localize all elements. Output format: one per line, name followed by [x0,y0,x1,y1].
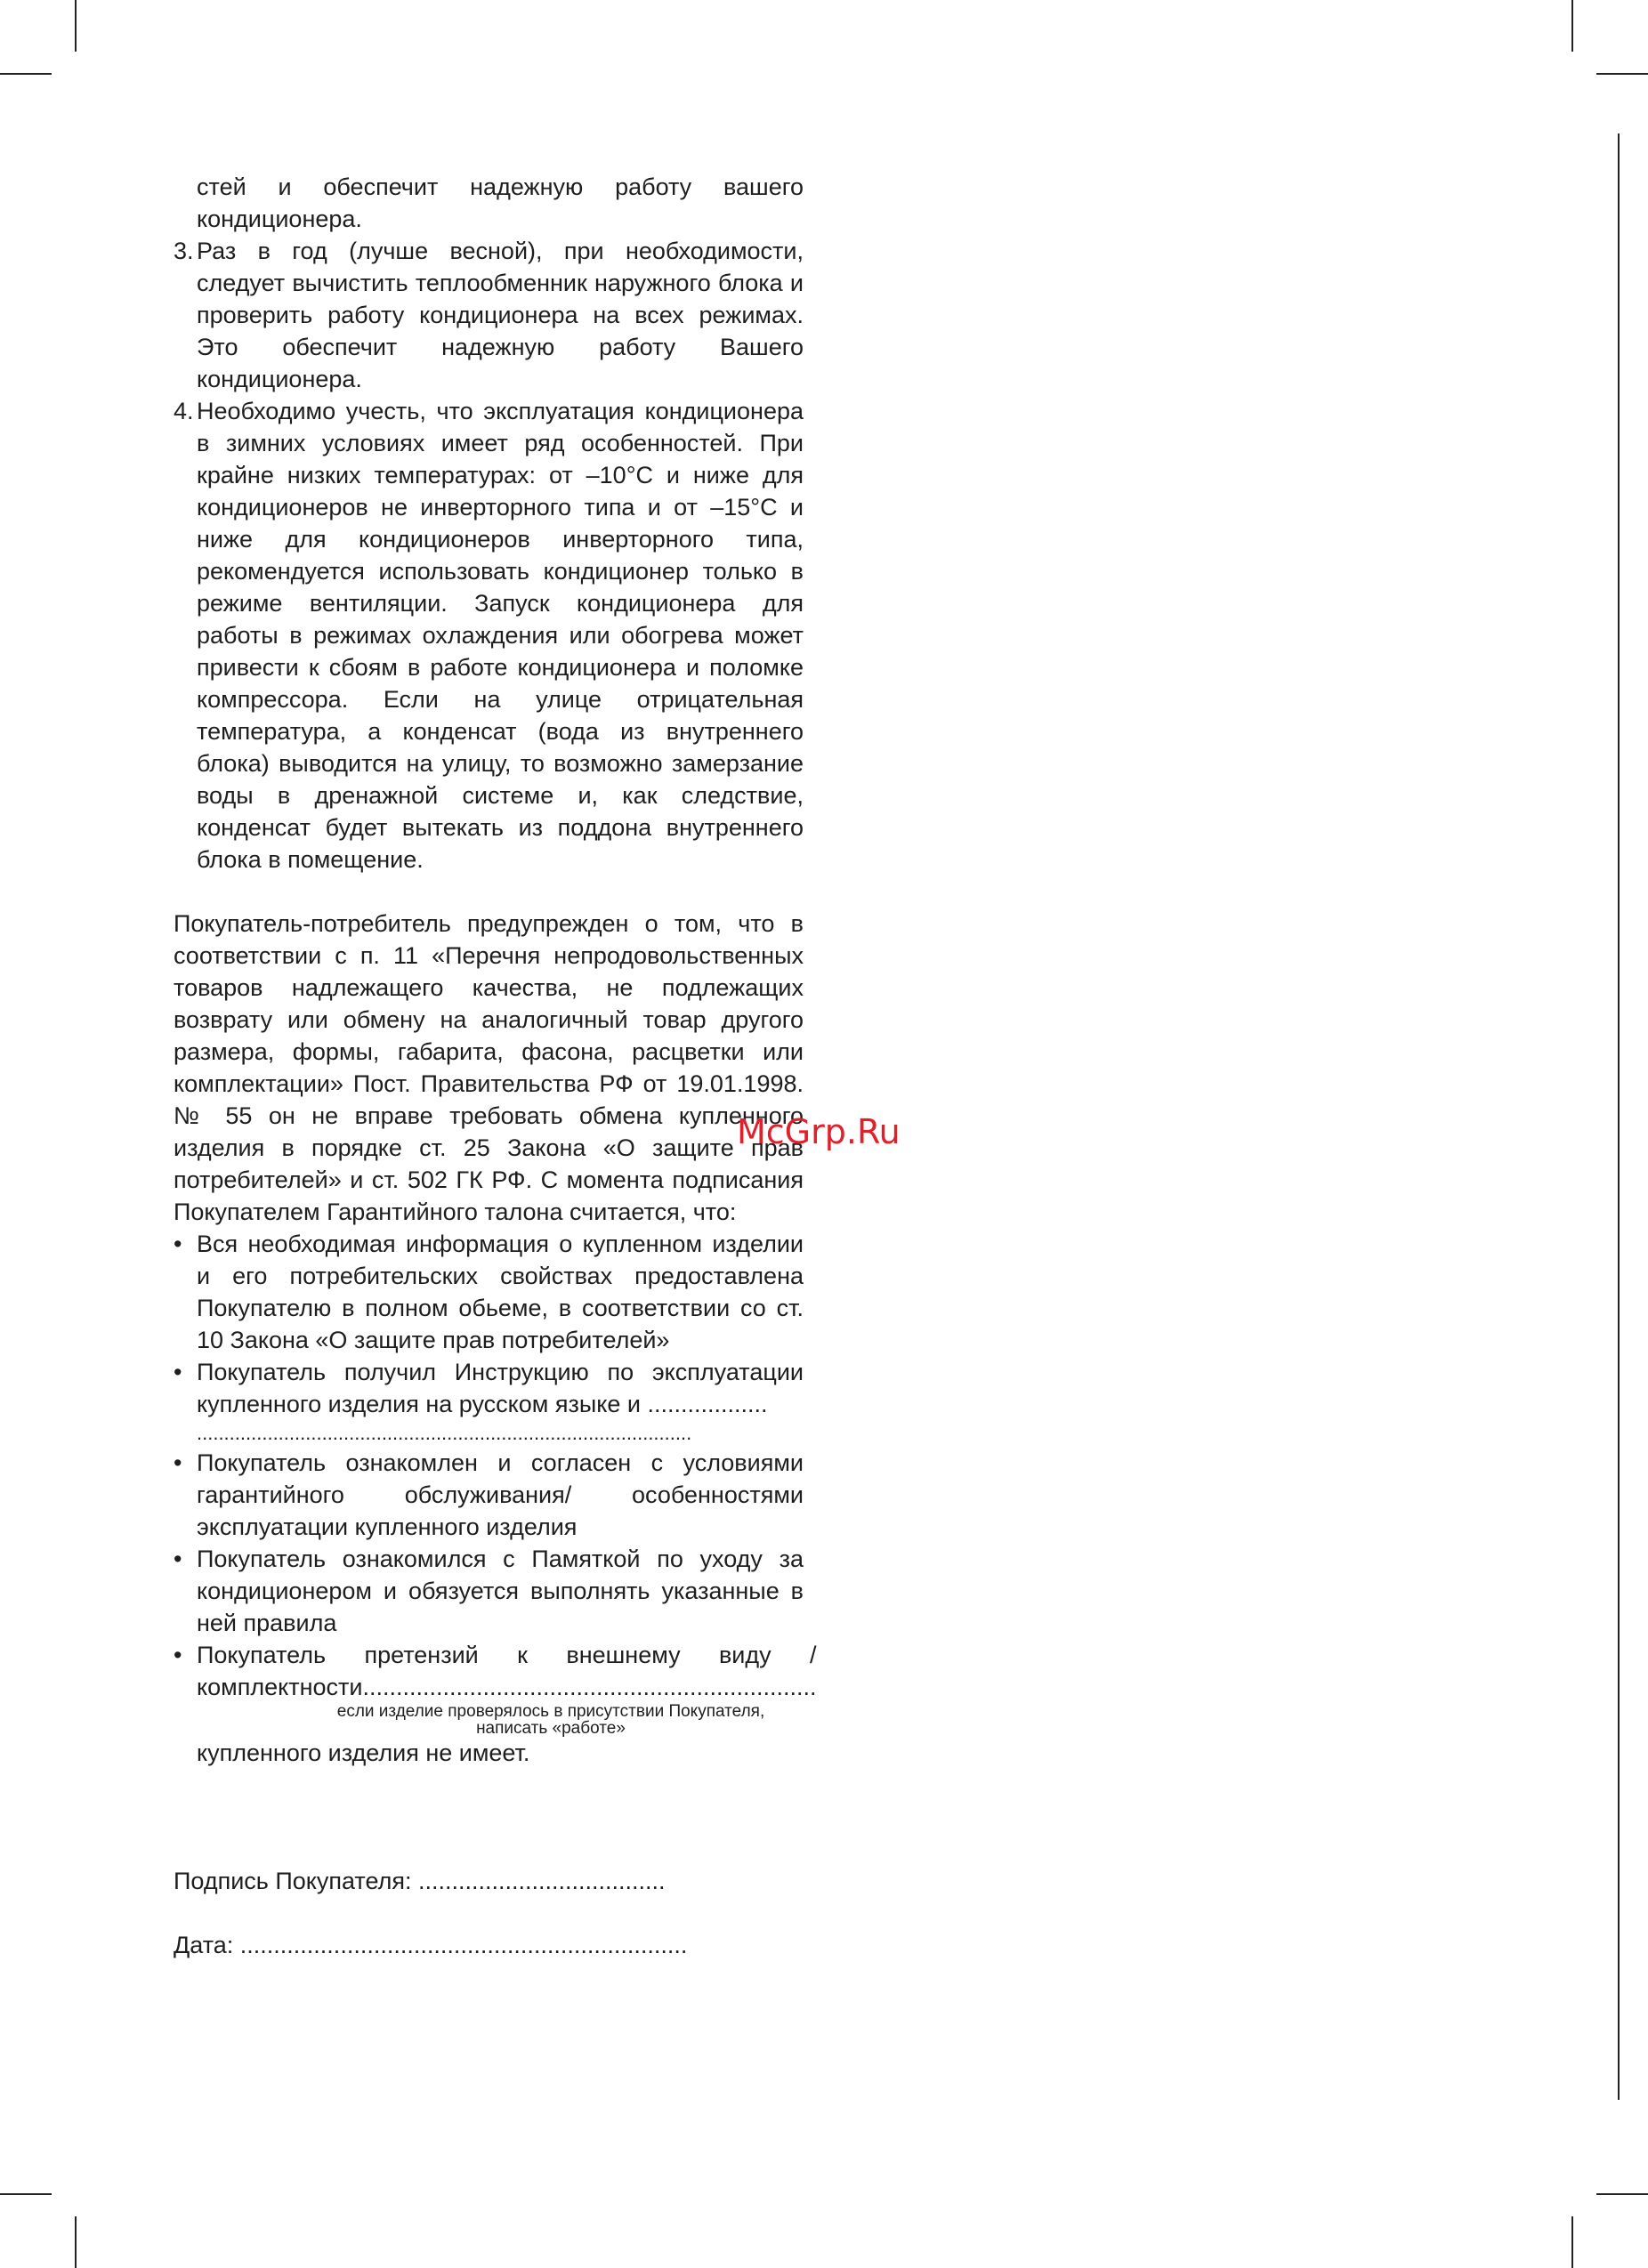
document-body [174,171,817,1961]
crop-mark-top-right [1571,0,1573,52]
bullet-item-conditions [174,1447,804,1543]
watermark: McGrp.Ru [737,1112,901,1151]
fill-in-dots: ........................................................................................... [197,1422,692,1444]
bullet-item-care-memo [174,1543,804,1639]
signature-line: Подпись Покупателя: ..................................... [174,1868,666,1894]
item-text: Необходимо учесть, что эксплуатация кондиционера в зимних условиях имеет ряд особенностей. При крайне низких температурах: от –10°С и ниже для кондиционеров не инверторного типа и от –15°С и ниже для кондиционеров инверторного типа, рекомендуется использовать кондиционер только в режиме вентиляции. Запуск кондиционера для работы в режимах охлаждения или обогрева может привести к сбоям в работе кондиционера и поломке компрессора. Если на улице отрицательная температура, а конденсат (вода из внутреннего блока) выводится на улицу, то возможно замерзание воды в дренажной системе и, как следствие, конденсат будет вытекать из поддона внутреннего блока в помещение. [197,398,804,873]
bullet-text: Покупатель ознакомился с Памяткой по уходу за кондиционером и обязуется выполнять указанные в ней правила [197,1546,804,1636]
crop-mark-left-top [0,73,52,75]
fill-in-hint: если изделие проверялось в присутствии Покупателя, написать «работе» [336,1702,765,1738]
item-number: 3. [174,238,194,264]
intro-continuation: стей и обеспечит надежную работу вашего кондиционера. [197,174,804,232]
crop-mark-left-bottom [0,2193,52,2195]
date-line: Дата: ................................................................... [174,1932,688,1958]
bullet-text: Покупатель ознакомлен и согласен с условиями гарантийного обслуживания/ особенностями эксплуатации купленного изделия [197,1449,804,1540]
crop-mark-top-left [75,0,77,52]
crop-mark-right-bottom [1596,2193,1648,2195]
numbered-item-4 [174,395,804,876]
bullet-text: Покупатель получил Инструкцию по эксплуатации купленного изделия на русском языке и .................. [197,1359,804,1417]
crop-mark-right-top [1596,73,1648,75]
crop-mark-bottom-right [1571,2216,1573,2268]
bullet-item-info [174,1228,804,1356]
bullet-icon: • [174,1642,182,1668]
bullet-item-no-claims [174,1639,817,1703]
page-edge-rule [1618,133,1620,2100]
numbered-item-3 [174,235,804,395]
item-number: 4. [174,398,194,424]
bullet-final-line: купленного изделия не имеет. [197,1739,530,1766]
bullet-item-instruction [174,1356,804,1420]
bullet-icon: • [174,1546,182,1572]
bullet-icon: • [174,1449,182,1476]
bullet-icon: • [174,1231,182,1257]
item-text: Раз в год (лучше весной), при необходимости, следует вычистить теплообменник наружного блока и проверить работу кондиционера на всех режимах. Это обеспечит надежную работу Вашего кондиционера. [197,238,804,392]
crop-mark-bottom-left [75,2216,77,2268]
bullet-text: Вся необходимая информация о купленном изделии и его потребительских свойствах предоставлена Покупателю в полном обьеме, в соответствии со ст. 10 Закона «О защите прав потребителей» [197,1231,804,1353]
bullet-icon: • [174,1359,182,1385]
notice-paragraph: Покупатель-потребитель предупрежден о том, что в соответствии с п. 11 «Перечня непродовольственных товаров надлежащего качества, не подлежащих возврату или обмену на аналогичный товар другого размера, формы, габарита, фасона, расцветки или комплектации» Пост. Правительства РФ от 19.01.1998. № 55 он не вправе требовать обмена купленного изделия в порядке ст. 25 Закона «О защите прав потребителей» и ст. 502 ГК РФ. С момента подписания Покупателем Гарантийного талона считается, что: [174,910,804,1225]
bullet-text: Покупатель претензий к внешнему виду /комплектности.................................................................... [197,1642,817,1700]
